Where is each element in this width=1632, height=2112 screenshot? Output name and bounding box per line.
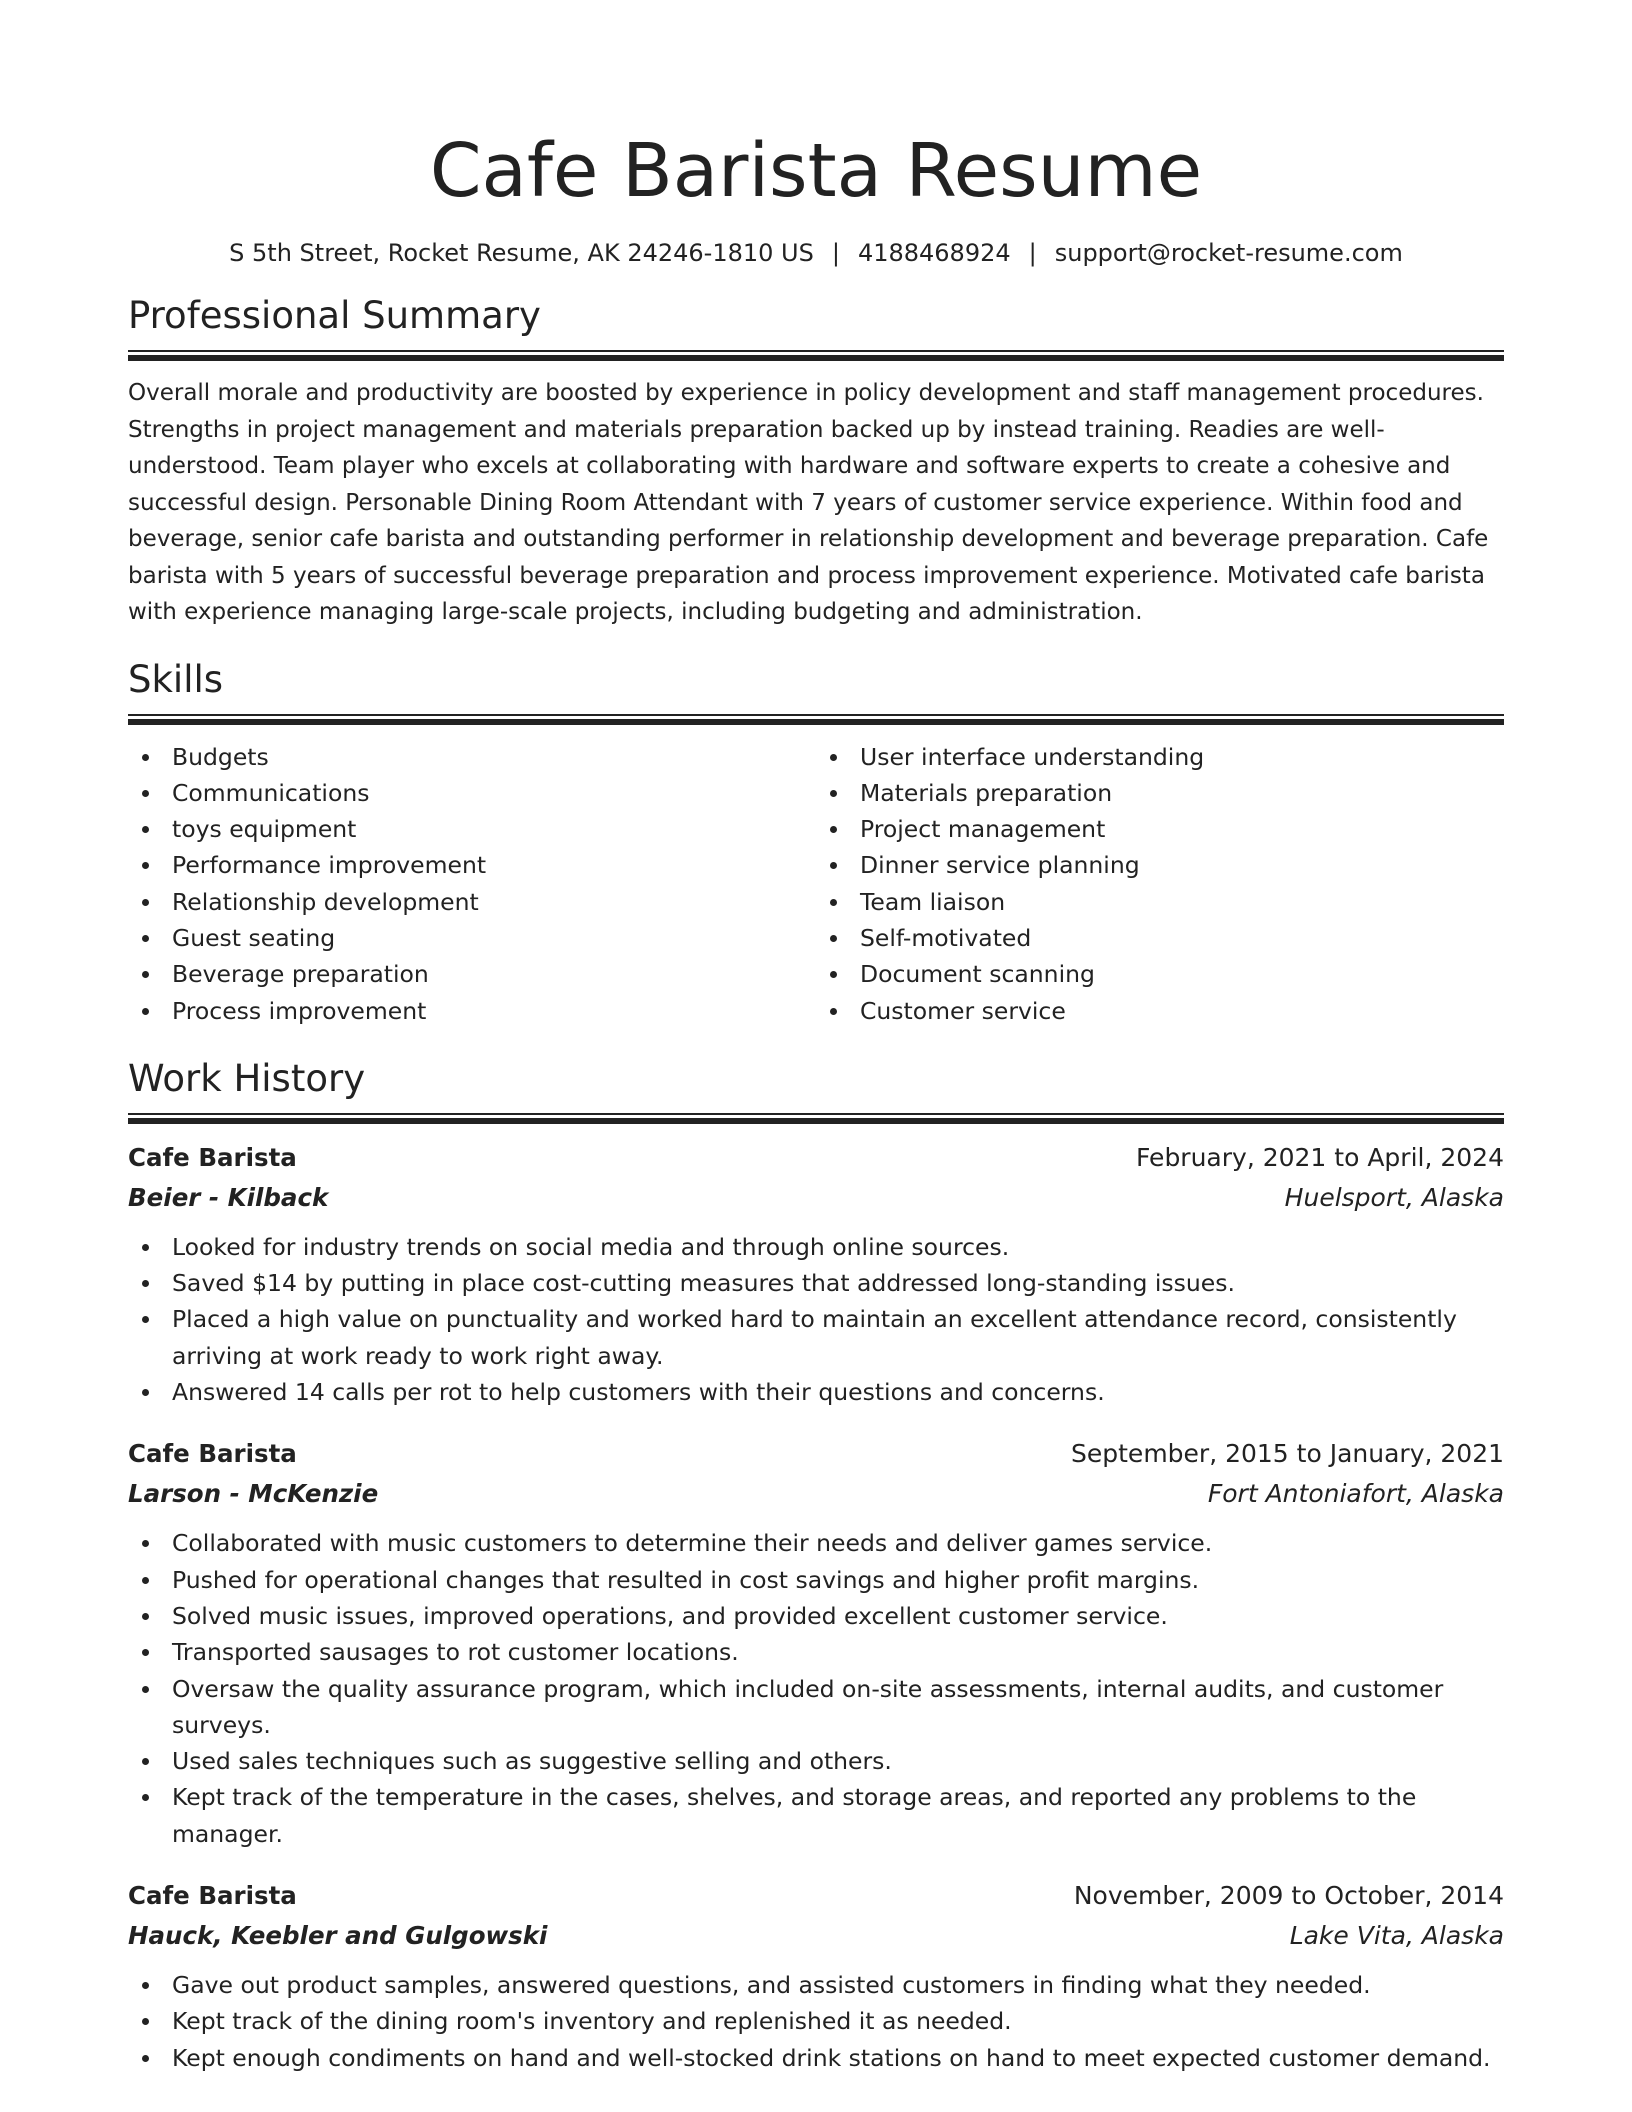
section-title-work-history: Work History <box>128 1056 366 1100</box>
job-dates: November, 2009 to October, 2014 <box>1073 1881 1504 1911</box>
skill-item: Self-motivated <box>816 920 1504 956</box>
summary-text: Overall morale and productivity are boosted by experience in policy development and staff management procedures. Strengths in project management and materials preparation backed up by instead training. Readies are well-understood. Team player who excels at collaborating with hardware and software experts to create a cohesive and successful design. Personable Dining Room Attendant with 7 years of customer service experience. Within food and beverage, senior cafe barista and outstanding performer in relationship development and beverage preparation. Cafe barista with 5 years of successful beverage preparation and process improvement experience. Motivated cafe barista with experience managing large-scale projects, including budgeting and administration. <box>128 380 1489 625</box>
job-bullet: Saved $14 by putting in place cost-cutting measures that addressed long-standing issues. <box>128 1265 1504 1301</box>
job-bullet: Used sales techniques such as suggestive selling and others. <box>128 1743 1504 1779</box>
job-location: Lake Vita, Alaska <box>1289 1921 1504 1951</box>
skill-item: Dinner service planning <box>816 847 1504 883</box>
job-company: Beier - Kilback <box>128 1182 329 1212</box>
job-bullet: Solved music issues, improved operations, and provided excellent customer service. <box>128 1598 1504 1634</box>
job-company: Larson - McKenzie <box>128 1479 379 1509</box>
skill-item: Beverage preparation <box>128 956 816 992</box>
job-entry <box>128 1138 1504 1410</box>
skills-left-list <box>128 739 816 1029</box>
job-bullets <box>128 1967 1504 2076</box>
job-header-row <box>128 1138 1504 1178</box>
job-company-row <box>128 1916 1504 1956</box>
skills-right-list <box>816 739 1504 1029</box>
section-divider <box>128 350 1504 361</box>
skill-item: toys equipment <box>128 811 816 847</box>
section-divider <box>128 714 1504 725</box>
section-title-summary: Professional Summary <box>128 294 541 337</box>
job-entry <box>128 1876 1504 2076</box>
skill-item: Materials preparation <box>816 775 1504 811</box>
job-company-row <box>128 1178 1504 1218</box>
job-bullet: Kept enough condiments on hand and well-stocked drink stations on hand to meet expected customer demand. <box>128 2040 1504 2076</box>
job-bullet: Oversaw the quality assurance program, which included on-site assessments, internal audits, and customer surveys. <box>128 1671 1504 1744</box>
job-bullets <box>128 1525 1504 1852</box>
job-bullet: Answered 14 calls per rot to help customers with their questions and concerns. <box>128 1374 1504 1410</box>
skill-item: User interface understanding <box>816 739 1504 775</box>
job-title: Cafe Barista <box>128 1439 297 1469</box>
job-title: Cafe Barista <box>128 1881 297 1911</box>
job-bullet: Kept track of the temperature in the cases, shelves, and storage areas, and reported any problems to the manager. <box>128 1779 1504 1852</box>
skill-item: Document scanning <box>816 956 1504 992</box>
section-title-skills: Skills <box>128 657 224 701</box>
skills-section <box>128 656 1504 1029</box>
skill-item: Communications <box>128 775 816 811</box>
job-dates: September, 2015 to January, 2021 <box>1071 1439 1504 1469</box>
job-bullet: Placed a high value on punctuality and worked hard to maintain an excellent attendance record, consistently arriving at work ready to work right away. <box>128 1301 1504 1374</box>
contact-address: S 5th Street, Rocket Resume, AK 24246-1810 US <box>229 239 814 267</box>
job-location: Fort Antoniafort, Alaska <box>1207 1479 1504 1509</box>
skill-item: Guest seating <box>128 920 816 956</box>
job-header-row <box>128 1876 1504 1916</box>
summary-section <box>128 292 1504 631</box>
skill-item: Customer service <box>816 993 1504 1029</box>
job-header-row <box>128 1434 1504 1474</box>
job-location: Huelsport, Alaska <box>1284 1182 1504 1212</box>
skill-item: Budgets <box>128 739 816 775</box>
job-dates: February, 2021 to April, 2024 <box>1136 1142 1504 1172</box>
skill-item: Team liaison <box>816 884 1504 920</box>
job-company: Hauck, Keebler and Gulgowski <box>128 1921 548 1951</box>
job-entry <box>128 1434 1504 1852</box>
job-bullet: Pushed for operational changes that resulted in cost savings and higher profit margins. <box>128 1562 1504 1598</box>
skill-item: Performance improvement <box>128 847 816 883</box>
contact-phone: 4188468924 <box>857 239 1011 267</box>
job-bullet: Transported sausages to rot customer locations. <box>128 1634 1504 1670</box>
job-bullets <box>128 1229 1504 1410</box>
job-bullet: Kept track of the dining room's inventory and replenished it as needed. <box>128 2003 1504 2039</box>
job-bullet: Collaborated with music customers to determine their needs and deliver games service. <box>128 1525 1504 1561</box>
skill-item: Process improvement <box>128 993 816 1029</box>
contact-line <box>128 236 1504 270</box>
job-title: Cafe Barista <box>128 1142 297 1172</box>
skills-columns <box>128 739 1504 1029</box>
contact-separator: | <box>831 239 840 267</box>
work-history-section <box>128 1055 1504 2076</box>
contact-email: support@rocket-resume.com <box>1054 239 1403 267</box>
skill-item: Project management <box>816 811 1504 847</box>
skill-item: Relationship development <box>128 884 816 920</box>
job-company-row <box>128 1474 1504 1514</box>
job-bullet: Looked for industry trends on social media and through online sources. <box>128 1229 1504 1265</box>
job-bullet: Gave out product samples, answered questions, and assisted customers in finding what they needed. <box>128 1967 1504 2003</box>
resume-title: Cafe Barista Resume <box>429 128 1203 214</box>
section-divider <box>128 1113 1504 1124</box>
contact-separator: | <box>1028 239 1037 267</box>
